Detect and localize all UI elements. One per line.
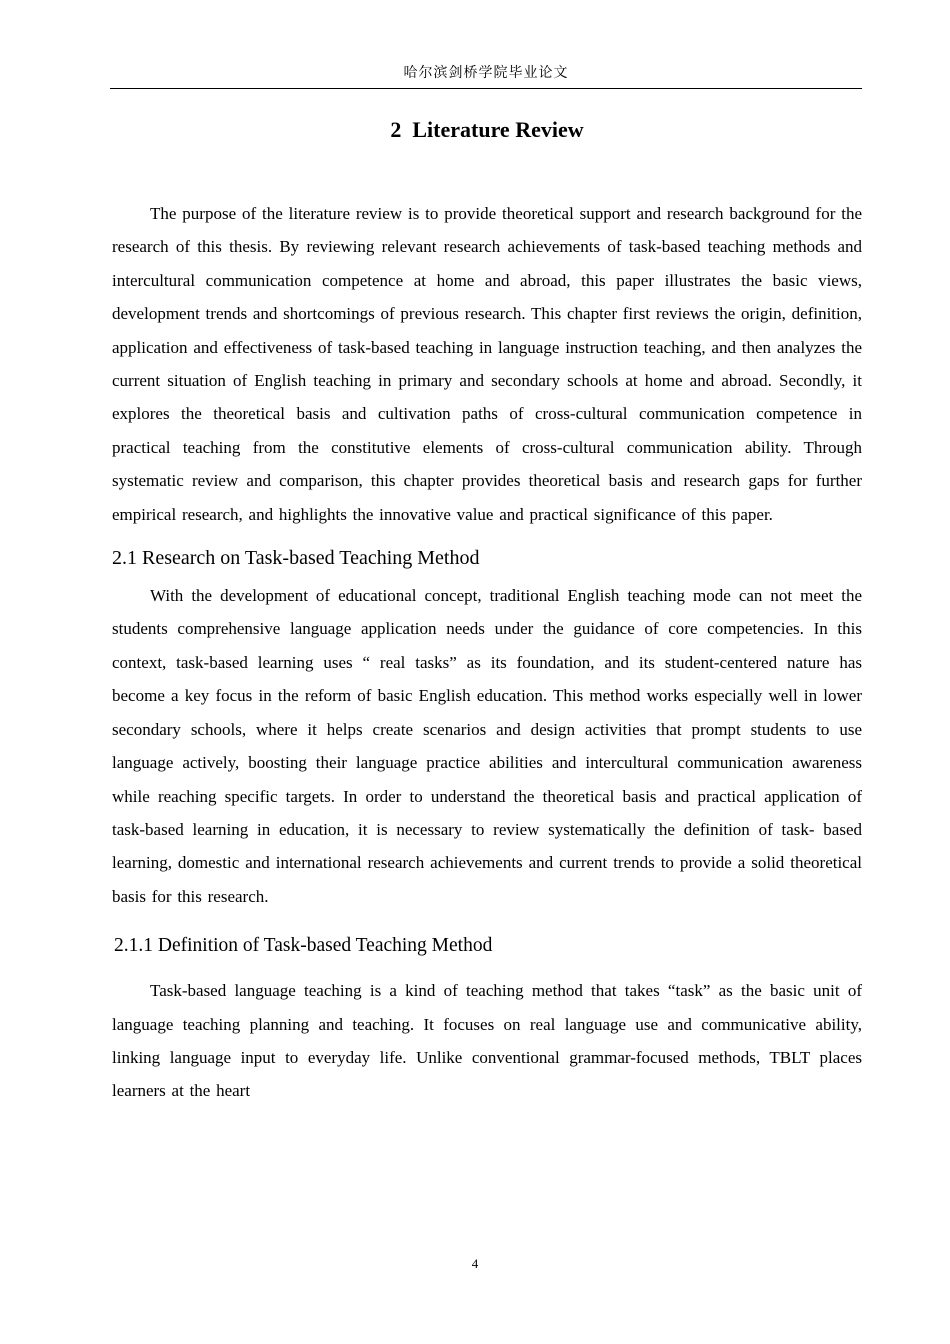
header-title: 哈尔滨剑桥学院毕业论文 (403, 66, 569, 81)
document-body (112, 117, 862, 1108)
paragraph-section-2-1: With the development of educational concept, traditional English teaching mode can not meet the students comprehensive language application needs under the guidance of core competencies. In this context, task-based learning uses “ real tasks” as its foundation, and its student-centered nature has become a key focus in the reform of basic English education. This method works especially well in lower secondary schools, where it helps create scenarios and design activities that prompt students to use language actively, boosting their language practice abilities and intercultural communication awareness while reaching specific targets. In order to understand the theoretical basis and practical application of task-based learning in education, it is necessary to review systematically the definition of task- based learning, domestic and international research achievements and current trends to provide a solid theoretical basis for this research. (112, 586, 862, 906)
page-footer (0, 1256, 950, 1272)
chapter-title: 2 Literature Review (390, 117, 584, 142)
page-header (110, 0, 862, 89)
paragraph-intro: The purpose of the literature review is to provide theoretical support and research background for the research of this thesis. By reviewing relevant research achievements of task-based teaching methods and intercultural communication competence at home and abroad, this paper illustrates the basic views, development trends and shortcomings of previous research. This chapter first reviews the origin, definition, application and effectiveness of task-based teaching in language instruction teaching, and then analyzes the current situation of English teaching in primary and secondary schools at home and abroad. Secondly, it explores the theoretical basis and cultivation paths of cross-cultural communication competence in practical teaching from the constitutive elements of cross-cultural communication ability. Through systematic review and comparison, this chapter provides theoretical basis and research gaps for further empirical research, and highlights the innovative value and practical significance of this paper. (112, 204, 862, 524)
section-2-1-heading: 2.1 Research on Task-based Teaching Method (112, 547, 480, 570)
paragraph-section-2-1-1: Task-based language teaching is a kind of teaching method that takes “task” as the basic unit of language teaching planning and teaching. It focuses on real language use and communicative ability, linking language input to everyday life. Unlike conventional grammar-focused methods, TBLT places learners at the heart (112, 981, 862, 1101)
page-number: 4 (471, 1256, 479, 1271)
section-2-1-1-heading: 2.1.1 Definition of Task-based Teaching Method (114, 935, 493, 957)
